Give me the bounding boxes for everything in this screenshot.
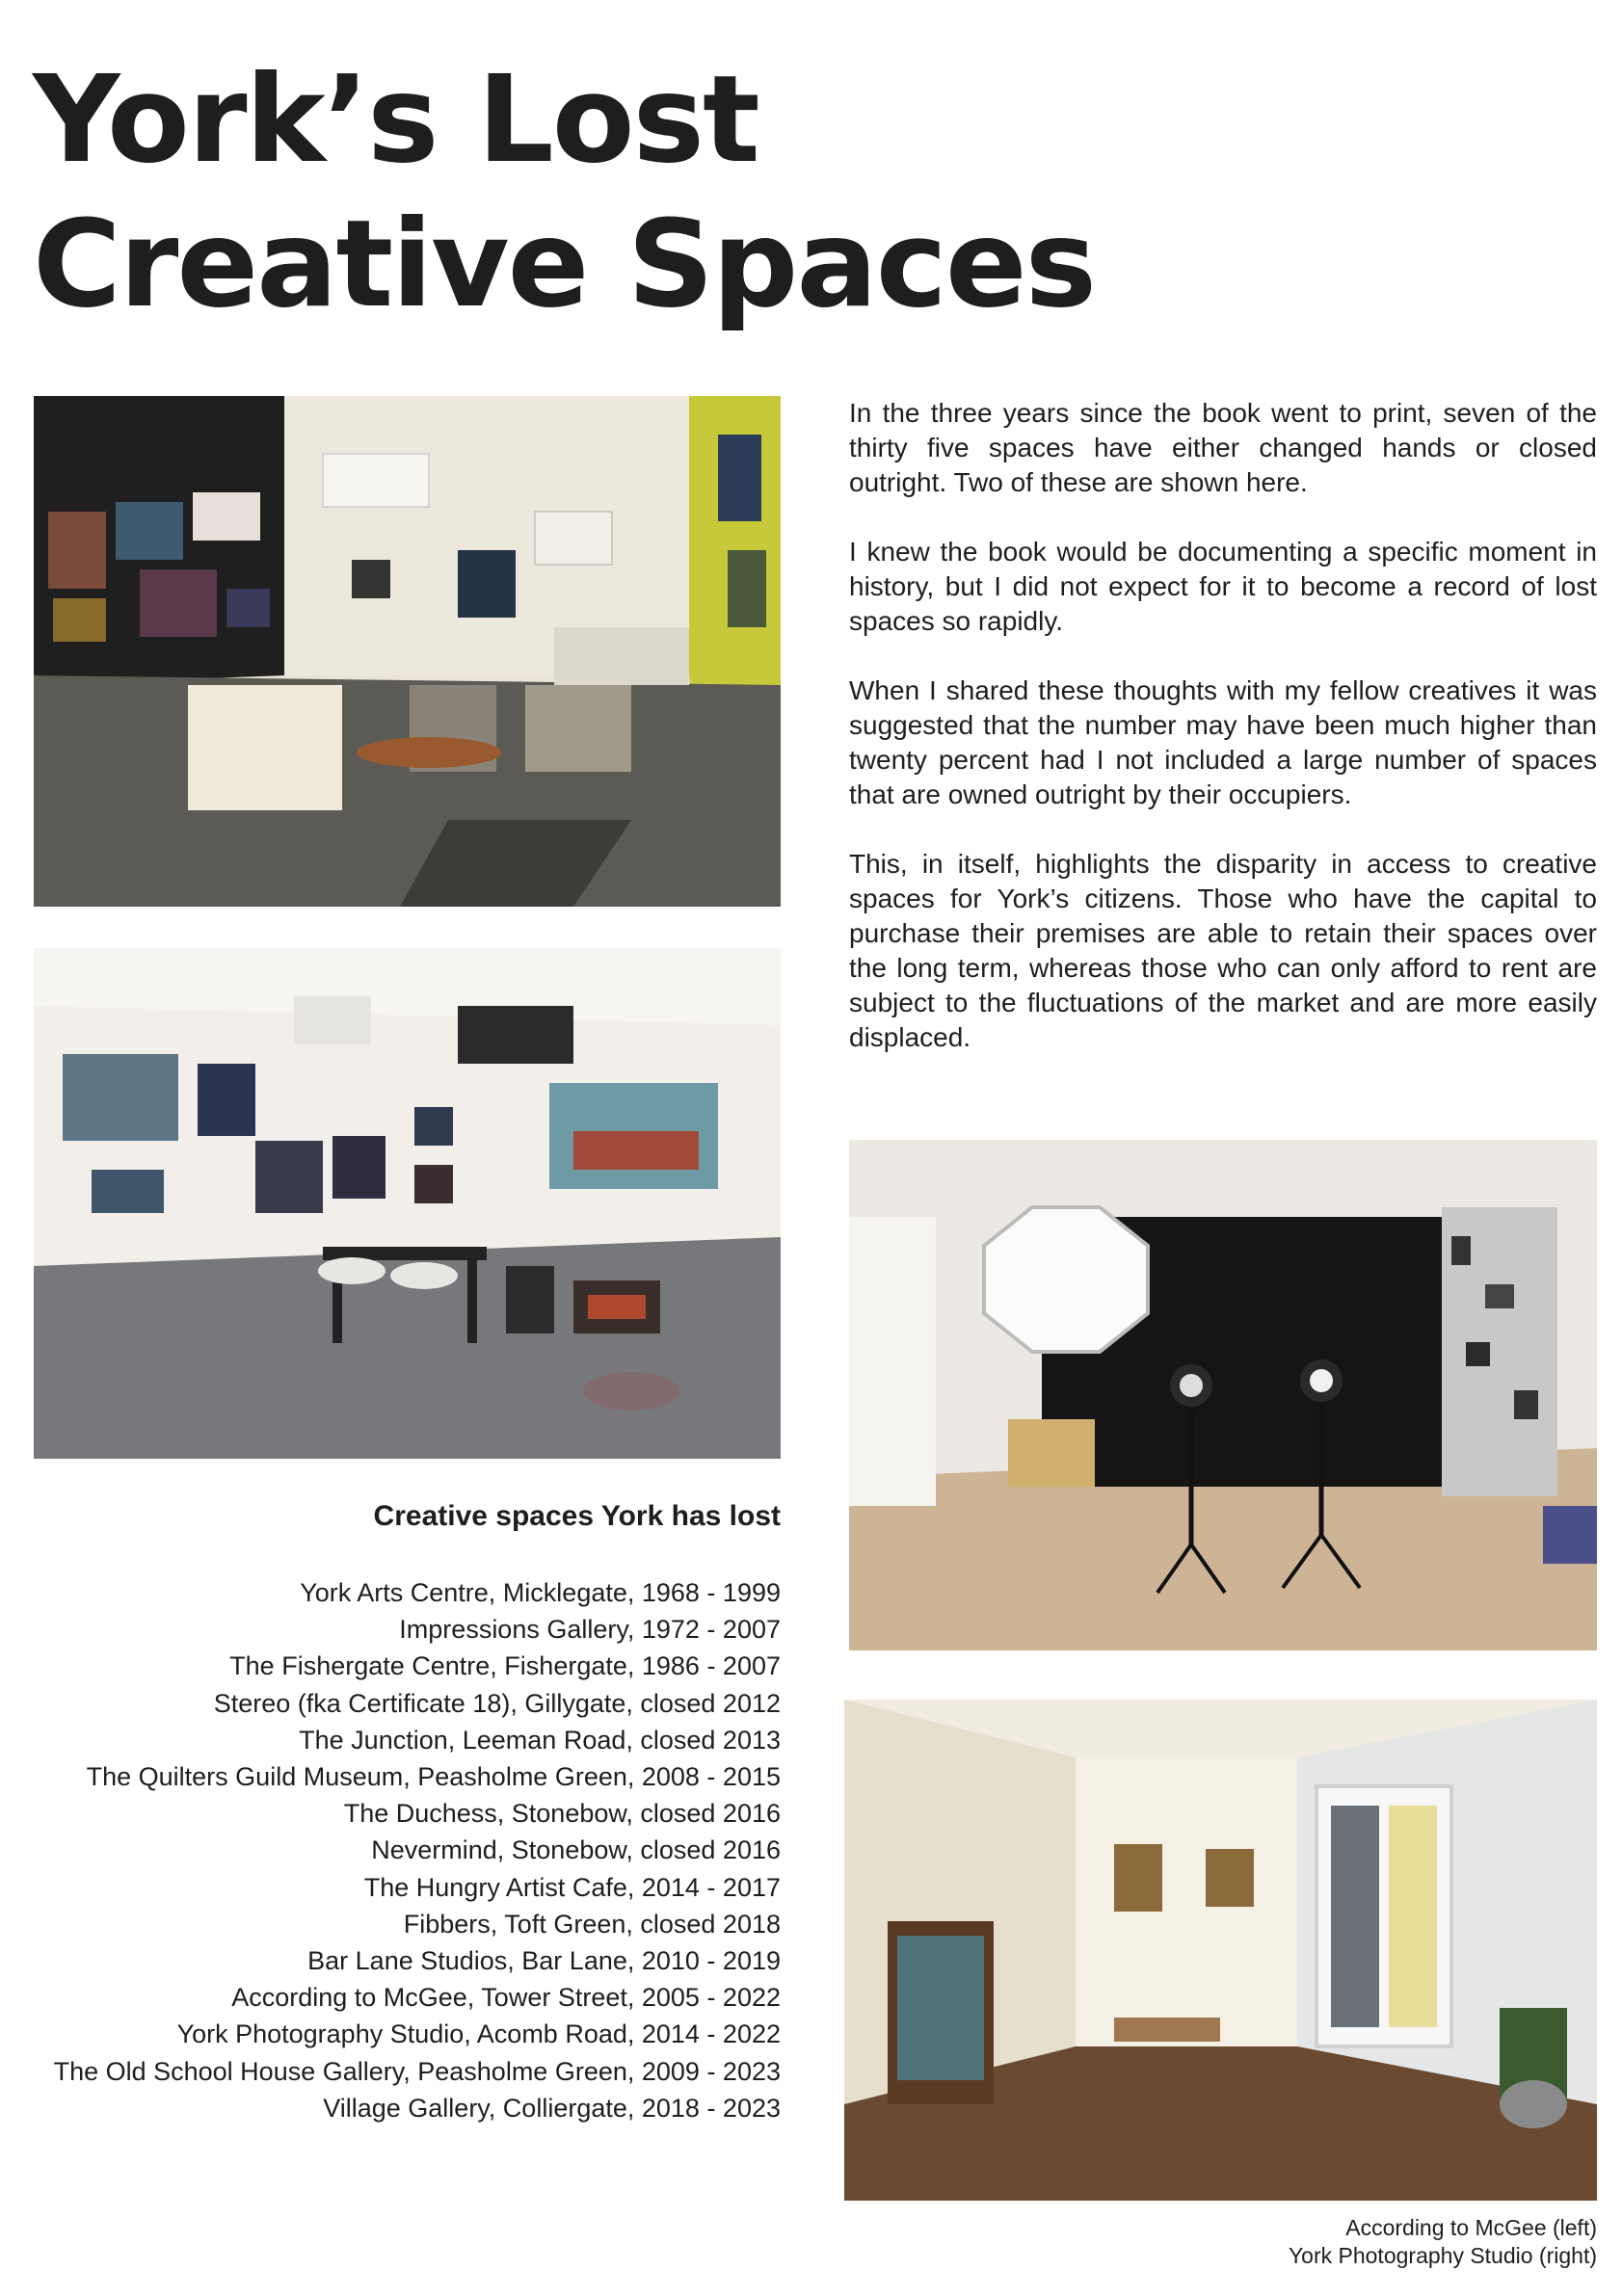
- lost-spaces-heading: Creative spaces York has lost: [373, 1500, 781, 1532]
- intro-paragraph: In the three years since the book went to print, seven of the thirty five spaces have either changed hands or closed outright. Two of these are shown here.: [849, 398, 1597, 497]
- list-item: Fibbers, Toft Green, closed 2018: [403, 1909, 781, 1939]
- intro-paragraph: When I shared these thoughts with my fellow creatives it was suggested that the number may have been much higher than twenty percent had I not included a large number of spaces that are owned outright by their occupiers.: [849, 675, 1597, 809]
- list-item: The Old School House Gallery, Peasholme Green, 2009 - 2023: [53, 2056, 781, 2086]
- list-item: Village Gallery, Colliergate, 2018 - 2023: [323, 2093, 781, 2123]
- list-item: York Photography Studio, Acomb Road, 2014 - 2022: [176, 2019, 781, 2049]
- page-title: York’s Lost Creative Spaces: [33, 50, 1096, 334]
- list-item: York Arts Centre, Micklegate, 1968 - 1999: [300, 1578, 781, 1607]
- photo-caption: [1060, 2214, 1597, 2270]
- gallery-interior-photo-2: [34, 948, 781, 1459]
- list-item: The Quilters Guild Museum, Peasholme Green, 2008 - 2015: [86, 1762, 781, 1792]
- photography-studio-photo: [849, 1140, 1597, 1650]
- intro-paragraph: This, in itself, highlights the disparity in access to creative spaces for York’s citizens. Those who have the capital to purchase their premises are able to retain their spaces over the long term, whereas those who can only afford to rent are subject to the fluctuations of the market and are more easily displaced.: [849, 849, 1597, 1052]
- list-item: Nevermind, Stonebow, closed 2016: [371, 1835, 781, 1865]
- list-item: According to McGee, Tower Street, 2005 - 2022: [231, 1983, 781, 2013]
- caption-line-right: York Photography Studio (right): [1288, 2243, 1597, 2268]
- list-item: The Junction, Leeman Road, closed 2013: [299, 1725, 781, 1755]
- list-item: The Duchess, Stonebow, closed 2016: [343, 1799, 781, 1829]
- intro-paragraph: I knew the book would be documenting a specific moment in history, but I did not expect for it to become a record of lost spaces so rapidly.: [849, 537, 1597, 636]
- studio-room-photo: [844, 1700, 1597, 2201]
- list-item: Bar Lane Studios, Bar Lane, 2010 - 2019: [307, 1946, 781, 1976]
- gallery-interior-photo-1: [34, 396, 781, 907]
- list-item: The Fishergate Centre, Fishergate, 1986 - 2007: [229, 1651, 781, 1681]
- lost-spaces-list: [34, 1574, 781, 2126]
- list-item: The Hungry Artist Cafe, 2014 - 2017: [363, 1872, 781, 1902]
- intro-text: [849, 396, 1597, 1090]
- list-item: Stereo (fka Certificate 18), Gillygate, closed 2012: [213, 1688, 781, 1718]
- list-item: Impressions Gallery, 1972 - 2007: [399, 1615, 781, 1645]
- caption-line-left: According to McGee (left): [1345, 2215, 1597, 2240]
